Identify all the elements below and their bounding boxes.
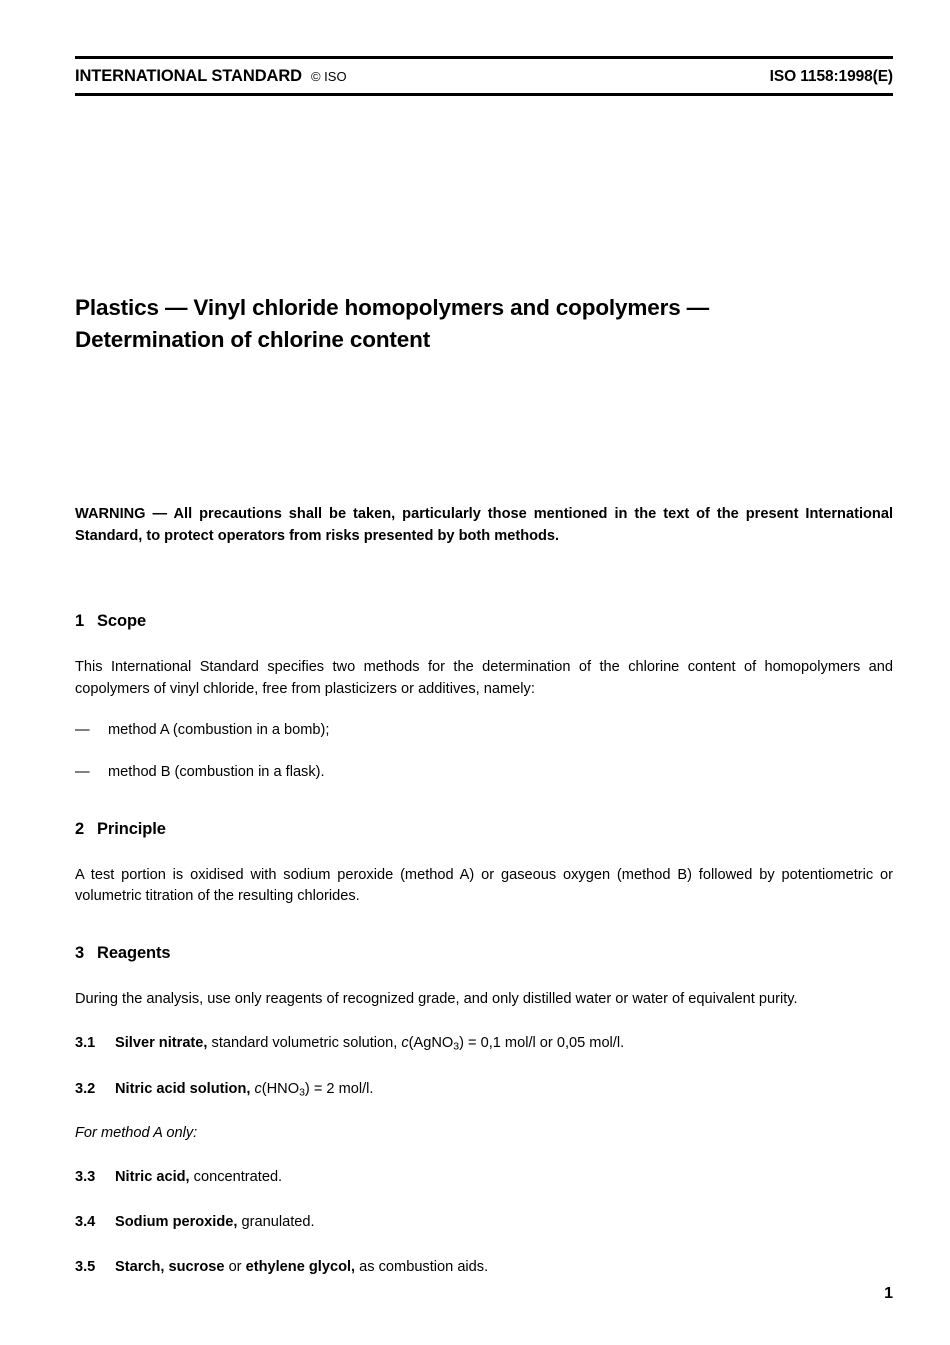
em-dash-marker: — [75, 722, 90, 739]
section-number-scope: 1 [75, 612, 85, 631]
header-standard-label: INTERNATIONAL STANDARD [75, 67, 302, 85]
section-title-principle: Principle [97, 819, 166, 838]
reagent-number: 3.2 [75, 1080, 96, 1097]
reagent-number: 3.3 [75, 1169, 96, 1186]
reagent-detail: concentrated. [189, 1169, 283, 1186]
document-title-line-2: Determination of chlorine content [75, 326, 431, 352]
reagent-detail: standard volumetric solution, [207, 1035, 402, 1052]
reagent-item-3-2 [75, 1079, 893, 1101]
reagent-name: Sodium peroxide, [115, 1213, 238, 1230]
reagent-item-3-5 [75, 1257, 893, 1279]
formula-prefix: (HNO [261, 1080, 300, 1097]
section-title-scope: Scope [97, 612, 147, 631]
running-header [75, 56, 893, 96]
section-heading-scope [75, 612, 893, 631]
formula-subscript: 3 [299, 1086, 305, 1099]
reagent-item-3-3 [75, 1167, 893, 1189]
page-number: 1 [884, 1285, 893, 1302]
quantity-symbol: c [254, 1080, 262, 1097]
em-dash-marker: — [75, 764, 90, 781]
section-number-principle: 2 [75, 819, 85, 838]
document-title [75, 292, 893, 356]
formula-subscript: 3 [453, 1041, 460, 1054]
document-body [75, 292, 893, 1278]
reagent-name-alt: ethylene glycol, [245, 1258, 356, 1275]
reagent-name: Nitric acid, [115, 1169, 190, 1186]
list-item-label: method B (combustion in a flask). [108, 764, 325, 781]
reagents-paragraph: During the analysis, use only reagents of recognized grade, and only distilled water or water of equivalent purity. [75, 990, 798, 1007]
header-standard-reference: ISO 1158:1998(E) [769, 68, 893, 85]
warning-notice: WARNING — All precautions shall be taken, particularly those mentioned in the text of the present International Standard, to protect operators from risks presented by both methods. [75, 505, 893, 544]
scope-paragraph: This International Standard specifies two methods for the determination of the chlorine content of homopolymers and copolymers of vinyl chloride, free from plasticizers or additives, namely: [75, 659, 893, 697]
section-heading-reagents [75, 944, 893, 963]
reagent-text [115, 1033, 624, 1055]
document-title-line-1: Plastics — Vinyl chloride homopolymers and copolymers — [75, 295, 710, 320]
reagent-conjunction: or [224, 1258, 246, 1275]
header-copyright-notice: © ISO [310, 69, 347, 84]
reagent-text [115, 1257, 488, 1279]
section-number-reagents: 3 [75, 943, 85, 962]
reagent-item-3-1 [75, 1033, 893, 1055]
method-a-note: For method A only: [75, 1124, 198, 1141]
formula-suffix: ) = 2 mol/l. [304, 1080, 374, 1097]
formula-suffix: ) = 0,1 mol/l or 0,05 mol/l. [459, 1035, 625, 1052]
reagent-item-3-4 [75, 1212, 893, 1234]
reagent-detail: granulated. [237, 1213, 315, 1230]
reagent-name: Starch, sucrose [115, 1258, 225, 1275]
section-title-reagents: Reagents [97, 943, 171, 962]
formula-prefix: (AgNO [408, 1035, 454, 1052]
list-item [75, 762, 893, 784]
header-row [75, 59, 893, 93]
header-rule-bottom [75, 93, 893, 96]
section-heading-principle [75, 820, 893, 839]
reagent-text [115, 1167, 282, 1189]
reagent-number: 3.4 [75, 1213, 96, 1230]
reagent-name: Silver nitrate, [115, 1035, 208, 1052]
reagent-text [115, 1212, 315, 1234]
principle-paragraph: A test portion is oxidised with sodium peroxide (method A) or gaseous oxygen (method B) followed by potentiometric or volumetric titration of the resulting chlorides. [75, 866, 893, 905]
reagent-text [115, 1079, 373, 1101]
quantity-symbol: c [401, 1035, 409, 1052]
reagent-number: 3.5 [75, 1258, 96, 1275]
header-left-group [75, 67, 347, 86]
reagent-detail: as combustion aids. [355, 1258, 489, 1275]
reagent-number: 3.1 [75, 1035, 96, 1052]
reagent-name: Nitric acid solution, [115, 1080, 251, 1097]
list-item-label: method A (combustion in a bomb); [108, 722, 330, 739]
list-item [75, 720, 893, 742]
